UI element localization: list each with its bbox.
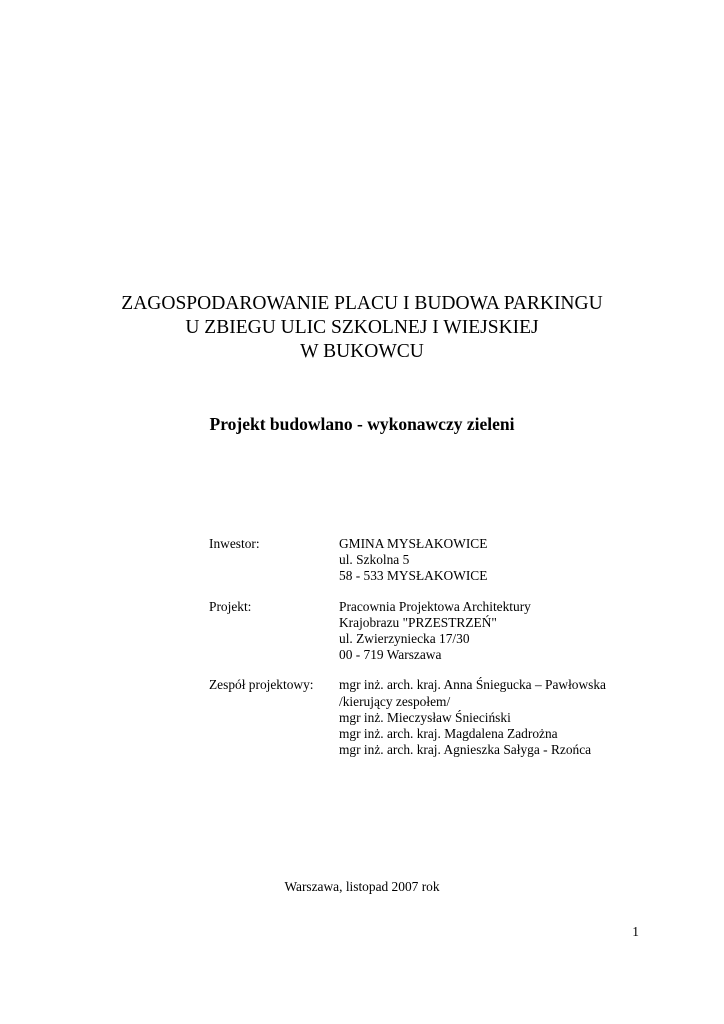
team-line-1: mgr inż. arch. kraj. Anna Śniegucka – Pawłowska: [339, 677, 607, 693]
document-subtitle: Projekt budowlano - wykonawczy zieleni: [209, 414, 515, 434]
team-line-4: mgr inż. arch. kraj. Magdalena Zadrożna: [339, 726, 558, 742]
team-line-5: mgr inż. arch. kraj. Agnieszka Sałyga - Rzońca: [339, 742, 592, 758]
project-line-2: Krajobrazu "PRZESTRZEŃ": [339, 614, 497, 630]
team-line-3: mgr inż. Mieczysław Śnieciński: [339, 709, 511, 725]
project-section: [209, 599, 669, 664]
investor-section: [209, 536, 669, 585]
investor-line-1: GMINA MYSŁAKOWICE: [339, 536, 488, 551]
project-info: [209, 536, 669, 772]
document-title: [0, 292, 724, 364]
investor-details: [339, 536, 669, 585]
investor-line-3: 58 - 533 MYSŁAKOWICE: [339, 568, 488, 584]
project-label: Projekt:: [209, 598, 252, 614]
project-details: [339, 599, 669, 664]
place-date: Warszawa, listopad 2007 rok: [284, 879, 440, 894]
title-line-1: ZAGOSPODAROWANIE PLACU I BUDOWA PARKINGU: [121, 293, 603, 314]
page-number: 1: [632, 924, 639, 939]
title-line-3: W BUKOWCU: [300, 341, 424, 362]
team-section: [209, 677, 669, 758]
team-label: Zespół projektowy:: [209, 677, 314, 693]
project-line-1: Pracownia Projektowa Architektury: [339, 598, 531, 614]
team-line-2: /kierujący zespołem/: [339, 693, 451, 709]
title-line-2: U ZBIEGU ULIC SZKOLNEJ I WIEJSKIEJ: [185, 317, 539, 338]
investor-label: Inwestor:: [209, 536, 260, 551]
team-details: [339, 677, 669, 758]
investor-line-2: ul. Szkolna 5: [339, 552, 410, 568]
project-line-3: ul. Zwierzyniecka 17/30: [339, 631, 470, 647]
project-line-4: 00 - 719 Warszawa: [339, 647, 442, 663]
